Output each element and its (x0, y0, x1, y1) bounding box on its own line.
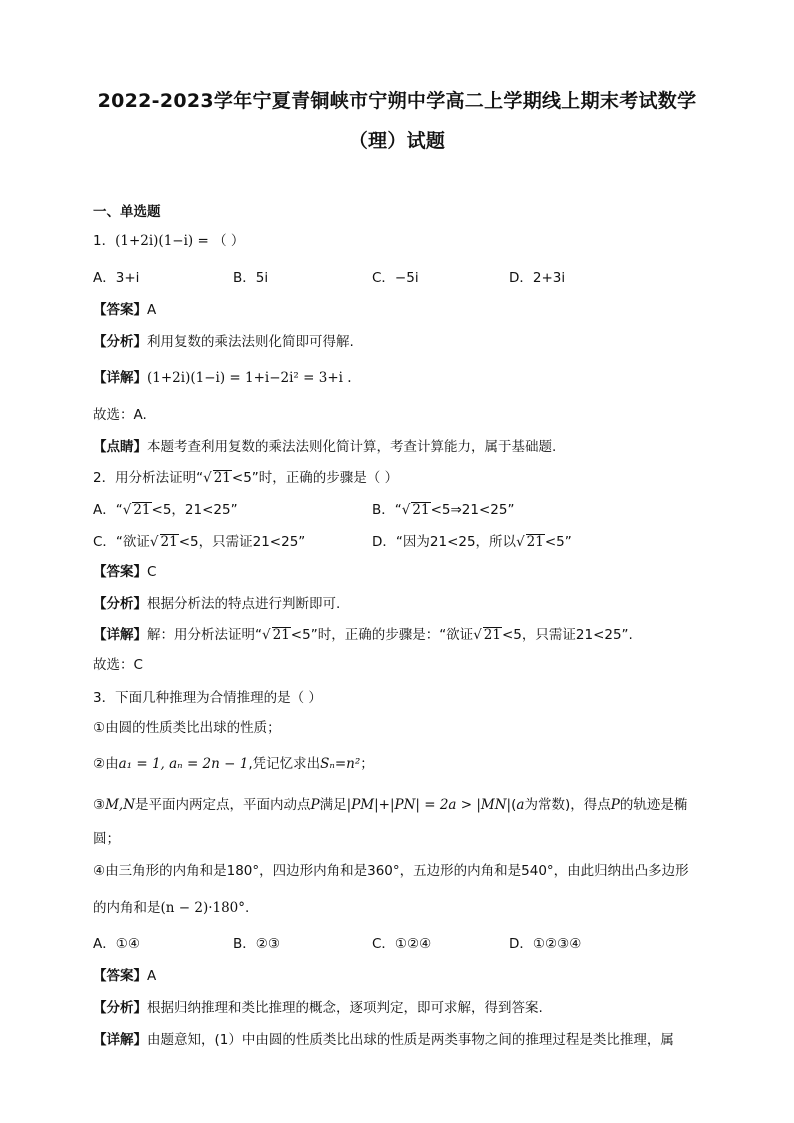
q3-option-c: C．①②④ (372, 936, 432, 952)
sqrt-21: 21 (133, 502, 151, 518)
q3-item3-text4: 的轨迹是椭 (619, 797, 688, 813)
q2-choose: 故选：C (93, 657, 143, 673)
q3-stem-text: 下面几种推理为合情推理的是（ ） (115, 690, 322, 706)
q1-analysis-text: 利用复数的乘法法则化简即可得解. (147, 334, 354, 350)
q2-detail-text-a: 解：用分析法证明“ (147, 627, 262, 643)
q3-item4-tail: . (245, 900, 250, 916)
q2-analysis-text: 根据分析法的特点进行判断即可. (147, 596, 341, 612)
q2-option-a: A．“√ 21<5，21<25” (93, 502, 238, 518)
q2-option-b-tail: <5⇒21<25” (430, 502, 515, 518)
q3-option-b: B．②③ (233, 936, 280, 952)
q1-number: 1． (93, 233, 116, 249)
q2-option-b-prefix: B．“ (372, 502, 402, 518)
answer-tag: 【答案】 (93, 564, 147, 580)
q1-option-a: A．3+i (93, 270, 140, 286)
comment-tag: 【点睛】 (93, 439, 147, 455)
q3-item4-cont (93, 898, 249, 918)
q2-detail-text-c: <5，只需证21<25”. (501, 627, 633, 643)
q2-option-d: D．“因为21<25，所以√ 21<5” (372, 534, 572, 550)
q1-option-b: B．5i (233, 270, 269, 286)
q2-option-d-prefix: D．“因为21<25，所以 (372, 534, 517, 550)
q3-answer-value: A (147, 968, 157, 984)
q3-item2-tail: ； (360, 756, 374, 772)
q3-item3-p: P (310, 797, 320, 813)
answer-tag: 【答案】 (93, 302, 147, 318)
q2-option-c-tail: <5，只需证21<25” (178, 534, 306, 550)
q1-comment-text: 本题考查利用复数的乘法法则化简计算，考查计算能力，属于基础题. (147, 439, 557, 455)
q2-option-c-prefix: C．“欲证 (93, 534, 150, 550)
detail-tag: 【详解】 (93, 1032, 147, 1048)
q1-analysis (93, 332, 354, 352)
sqrt-21: 21 (213, 470, 231, 486)
analysis-tag: 【分析】 (93, 596, 147, 612)
q3-analysis (93, 998, 543, 1018)
q1-option-d: D．2+3i (509, 270, 566, 286)
q3-item3-cont: 圆； (93, 831, 120, 847)
q2-number: 2． (93, 470, 116, 486)
answer-tag: 【答案】 (93, 968, 147, 984)
section-heading: 一、单选题 (93, 204, 161, 220)
q3-analysis-text: 根据归纳推理和类比推理的概念，逐项判定，即可求解，得到答案. (147, 1000, 543, 1016)
q2-stem-tail: <5”时，正确的步骤是（ ） (231, 470, 399, 486)
q2-detail-text-b: <5”时，正确的步骤是：“欲证 (290, 627, 474, 643)
q3-item1: ①由圆的性质类比出球的性质； (93, 720, 281, 736)
q3-item3-math: |PM|+|PN| = 2a > |MN| (346, 797, 512, 813)
sqrt-21: 21 (412, 502, 430, 518)
q1-stem-tail: = （ ） (193, 233, 245, 249)
q3-item4: ④由三角形的内角和是180°，四边形内角和是360°，五边形的内角和是540°，由此归纳出凸多边形 (93, 863, 689, 879)
q2-option-d-tail: <5” (544, 534, 572, 550)
q2-answer (93, 562, 156, 582)
q2-option-a-prefix: A．“ (93, 502, 123, 518)
doc-title-line2: （理）试题 (348, 130, 446, 152)
q3-item3-p2: P (610, 797, 620, 813)
q3-option-a: A．①④ (93, 936, 140, 952)
sqrt-21: 21 (526, 534, 544, 550)
q1-answer-value: A (147, 302, 157, 318)
q3-item2-text: ,凭记忆求出 (248, 756, 321, 772)
q3-stem (93, 688, 322, 708)
q3-item3-paren: ( (511, 797, 517, 813)
q1-stem (93, 231, 244, 251)
q2-stem-text: 用分析法证明“ (115, 470, 204, 486)
q2-option-c: C．“欲证√ 21<5，只需证21<25” (93, 534, 306, 550)
q2-stem: 2．用分析法证明“√ 21<5”时，正确的步骤是（ ） (93, 470, 399, 486)
q3-item3-text3: 为常数)，得点 (524, 797, 611, 813)
q1-detail (93, 368, 352, 388)
q3-item3-text2: 满足 (319, 797, 347, 813)
q1-comment (93, 437, 556, 457)
q3-answer (93, 966, 156, 986)
q1-choose: 故选：A. (93, 407, 147, 423)
q2-option-b: B．“√ 21<5⇒21<25” (372, 502, 515, 518)
q3-item2-prefix: ②由 (93, 756, 119, 772)
q3-item4-math: (n − 2)·180° (160, 900, 246, 916)
doc-title-line1: 2022-2023学年宁夏青铜峡市宁朔中学高二上学期线上期末考试数学 (97, 90, 697, 112)
q2-detail: 【详解】解：用分析法证明“√ 21<5”时，正确的步骤是：“欲证√ 21<5，只需证21<25”. (93, 627, 633, 643)
q3-item2-math2: Sₙ=n² (320, 756, 361, 772)
sqrt-21: 21 (483, 627, 501, 643)
q2-analysis (93, 594, 340, 614)
q3-detail-text: 由题意知，(1）中由圆的性质类比出球的性质是两类事物之间的推理过程是类比推理，属 (147, 1032, 674, 1048)
detail-tag: 【详解】 (93, 370, 147, 386)
q3-item3 (93, 795, 687, 815)
q1-detail-math: (1+2i)(1−i) = 1+i−2i² = 3+i . (147, 370, 352, 386)
q1-answer (93, 300, 156, 320)
q1-stem-math: (1+2i)(1−i) (115, 233, 194, 249)
q3-number: 3． (93, 690, 116, 706)
analysis-tag: 【分析】 (93, 1000, 147, 1016)
q3-item2-math: a₁ = 1, aₙ = 2n − 1 (118, 756, 249, 772)
q1-option-c: C．−5i (372, 270, 419, 286)
q3-option-d: D．①②③④ (509, 936, 582, 952)
q3-item3-points: M,N (105, 797, 136, 813)
sqrt-21: 21 (272, 627, 290, 643)
sqrt-21: 21 (160, 534, 178, 550)
q3-item4-text: 的内角和是 (93, 900, 161, 916)
q3-detail (93, 1030, 674, 1050)
q3-item3-text: 是平面内两定点，平面内动点 (135, 797, 311, 813)
q3-item3-prefix: ③ (93, 797, 106, 813)
analysis-tag: 【分析】 (93, 334, 147, 350)
q3-item2 (93, 754, 374, 774)
q2-answer-value: C (147, 564, 157, 580)
q2-option-a-tail: <5，21<25” (151, 502, 238, 518)
q3-item3-a: a (516, 797, 525, 813)
detail-tag: 【详解】 (93, 627, 147, 643)
